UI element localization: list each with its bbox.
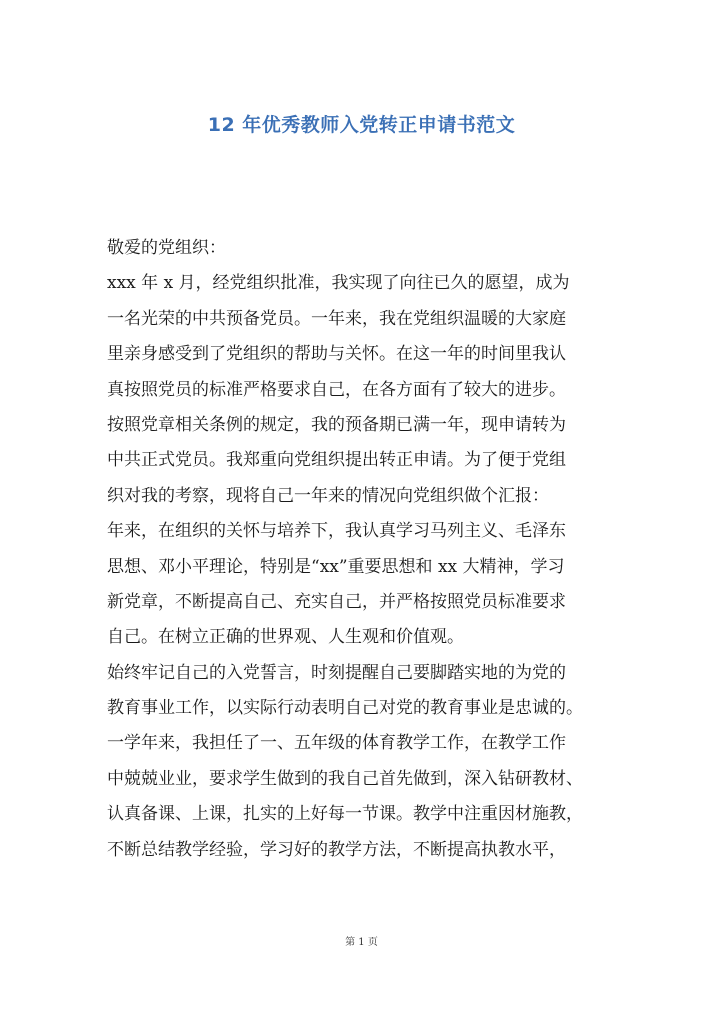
body-line: 教育事业工作，以实际行动表明自己对党的教育事业是忠诚的。 bbox=[107, 698, 583, 719]
body-line: 年来，在组织的关怀与培养下，我认真学习马列主义、毛泽东 bbox=[107, 521, 566, 542]
body-line: 一名光荣的中共预备党员。一年来，我在党组织温暖的大家庭 bbox=[107, 308, 566, 329]
document-body bbox=[107, 231, 627, 868]
body-line: xxx 年 x 月，经党组织批准，我实现了向往已久的愿望，成为 bbox=[107, 273, 570, 294]
body-line: 真按照党员的标准严格要求自己，在各方面有了较大的进步。 bbox=[107, 379, 566, 400]
body-line: 一学年来，我担任了一、五年级的体育教学工作，在教学工作 bbox=[107, 733, 566, 754]
body-line: 自己。在树立正确的世界观、人生观和价值观。 bbox=[107, 627, 464, 648]
salutation: 敬爱的党组织： bbox=[107, 238, 226, 258]
body-line: 思想、邓小平理论，特别是“xx”重要思想和 xx 大精神，学习 bbox=[107, 556, 565, 577]
body-line: 中兢兢业业，要求学生做到的我自己首先做到，深入钻研教材、 bbox=[107, 768, 583, 789]
body-line: 不断总结教学经验，学习好的教学方法，不断提高执教水平， bbox=[107, 839, 566, 860]
page-number: 第 1 页 bbox=[345, 937, 378, 948]
body-line: 新党章，不断提高自己、充实自己，并严格按照党员标准要求 bbox=[107, 591, 566, 612]
body-line: 织对我的考察，现将自己一年来的情况向党组织做个汇报： bbox=[107, 485, 549, 506]
body-line: 按照党章相关条例的规定，我的预备期已满一年，现申请转为 bbox=[107, 414, 566, 435]
body-line: 始终牢记自己的入党誓言，时刻提醒自己要脚踏实地的为党的 bbox=[107, 662, 566, 683]
body-line: 里亲身感受到了党组织的帮助与关怀。在这一年的时间里我认 bbox=[107, 344, 566, 365]
body-line: 中共正式党员。我郑重向党组织提出转正申请。为了便于党组 bbox=[107, 450, 566, 471]
document-title: 12 年优秀教师入党转正申请书范文 bbox=[207, 114, 516, 136]
body-line: 认真备课、上课，扎实的上好每一节课。教学中注重因材施教， bbox=[107, 804, 583, 825]
